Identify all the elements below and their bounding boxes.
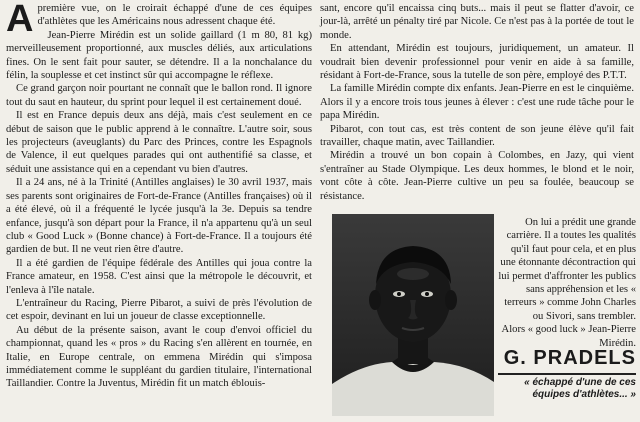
paragraph: Au début de la présente saison, avant le coup d'envoi officiel du championnat, quand les « pros » du Racing s'en allèrent en tournée, en Italie, en Europe centrale, on emmena Mirédin qui s'imposa immédiatement comme le suppléant du gardien titulaire, l'international Taillandier. Contre la Juventus, Mirédin fit un match éblouis- [6, 324, 312, 390]
paragraph: Jean-Pierre Mirédin est un solide gaillard (1 m 80, 81 kg) merveilleusement proportionné, aux muscles déliés, aux articulations fines. On le sent fait pour sauter, se détendre. Il a la nonchalance du félin, la souplesse et cet instinct sûr qui accompagne le réflexe. [6, 29, 312, 82]
paragraph: Mirédin a trouvé un bon copain à Colombes, en Jazy, qui vient s'entraîner au Stade Olympique. Les deux hommes, le blond et le noir, vont côte à côte. Jean-Pierre cultive un peu sa foulée, beaucoup se résistance. [320, 150, 634, 202]
signoff: Alors « good luck » Jean-Pierre Mirédin. [501, 324, 636, 349]
paragraph: Pibarot, con tout cas, est très content de son jeune élève qu'il fait travailler, chaque matin, avec Taillandier. [320, 123, 634, 149]
player-portrait-photo [332, 214, 494, 416]
pull-quote: « échappé d'une de ces équipes d'athlètes... » [524, 377, 636, 400]
portrait-illustration [332, 214, 494, 416]
sidebar-text [498, 216, 636, 350]
paragraph [6, 0, 312, 40]
paragraph: On lui a prédit une grande carrière. Il a toutes les qualités qu'il faut pour cela, et en plus une étonnante décontraction qui lui permet d'affronter les publics sans appréhension et les « terreurs » comme John Charles ou Sivori, sans trembler. [498, 217, 636, 322]
article-column-left [6, 2, 312, 391]
author-byline: G. PRADELS [503, 347, 636, 369]
paragraph: Il a été gardien de l'équipe fédérale des Antilles qui joua contre la France amateur, en 1958. C'est ainsi que la métropole le découvrit, et l'enleva à l'île natale. [6, 257, 312, 296]
paragraph: Il a 24 ans, né à la Trinité (Antilles anglaises) le 30 avril 1937, mais ses parents sont originaires de Fort-de-France (Antilles françaises) où il a été élevé, où il a fréquenté le lycée jusqu'à la 3e. Depuis sa tendre enfance, jusqu'à son départ pour la France, il n'a appartenu qu'à un seul club « Good Luck » (Bonne chance) à Fort-de-France. Il a toujours été gardien de but. Il ne veut rien être d'autre. [6, 177, 312, 256]
paragraph: Il est en France depuis deux ans déjà, mais c'est seulement en ce début de saison que le public apprend à le connaître. L'autre soir, sous les projecteurs (aveuglants) du Parc des Princes, contre les Espagnols de Valence, il eut quelques parades qui ont authentifié sa classe, et séduit une assistance qui en a cependant vu bien d'autres. [6, 110, 312, 175]
divider [498, 373, 636, 375]
paragraph: L'entraîneur du Racing, Pierre Pibarot, a suivi de près l'évolution de cet espoir, devinant en lui un joueur de classe exceptionnelle. [6, 297, 312, 323]
paragraph-text: première vue, on le croirait échappé d'une de ces équipes d'athlètes que les Américains nous adressent chaque été. [37, 3, 312, 28]
paragraph: sant, encore qu'il encaissa cinq buts... mais il peut se flatter d'avoir, ce jour-là, arrêté un pénalty tiré par Nicole. Ce n'est pas à la portée de tout le monde. [320, 3, 634, 41]
drop-cap: A [6, 0, 34, 40]
paragraph: Ce grand garçon noir pourtant ne connaît que le ballon rond. Il ignore tout du saut en hauteur, du sprint pour lequel il est certainement doué. [6, 83, 312, 108]
paragraph: La famille Mirédin compte dix enfants. Jean-Pierre en est le cinquième. Alors il y a encore trois tous jeunes à élever : c'est une rude tâche pour le papa Mirédin. [320, 83, 634, 122]
paragraph: En attendant, Mirédin est toujours, juridiquement, un amateur. Il voudrait bien devenir professionnel pour venir en aide à sa famille, résidant à Fort-de-France, sous la tutelle de son père, employé des P.T.T. [320, 43, 634, 82]
article-column-right [320, 2, 634, 203]
